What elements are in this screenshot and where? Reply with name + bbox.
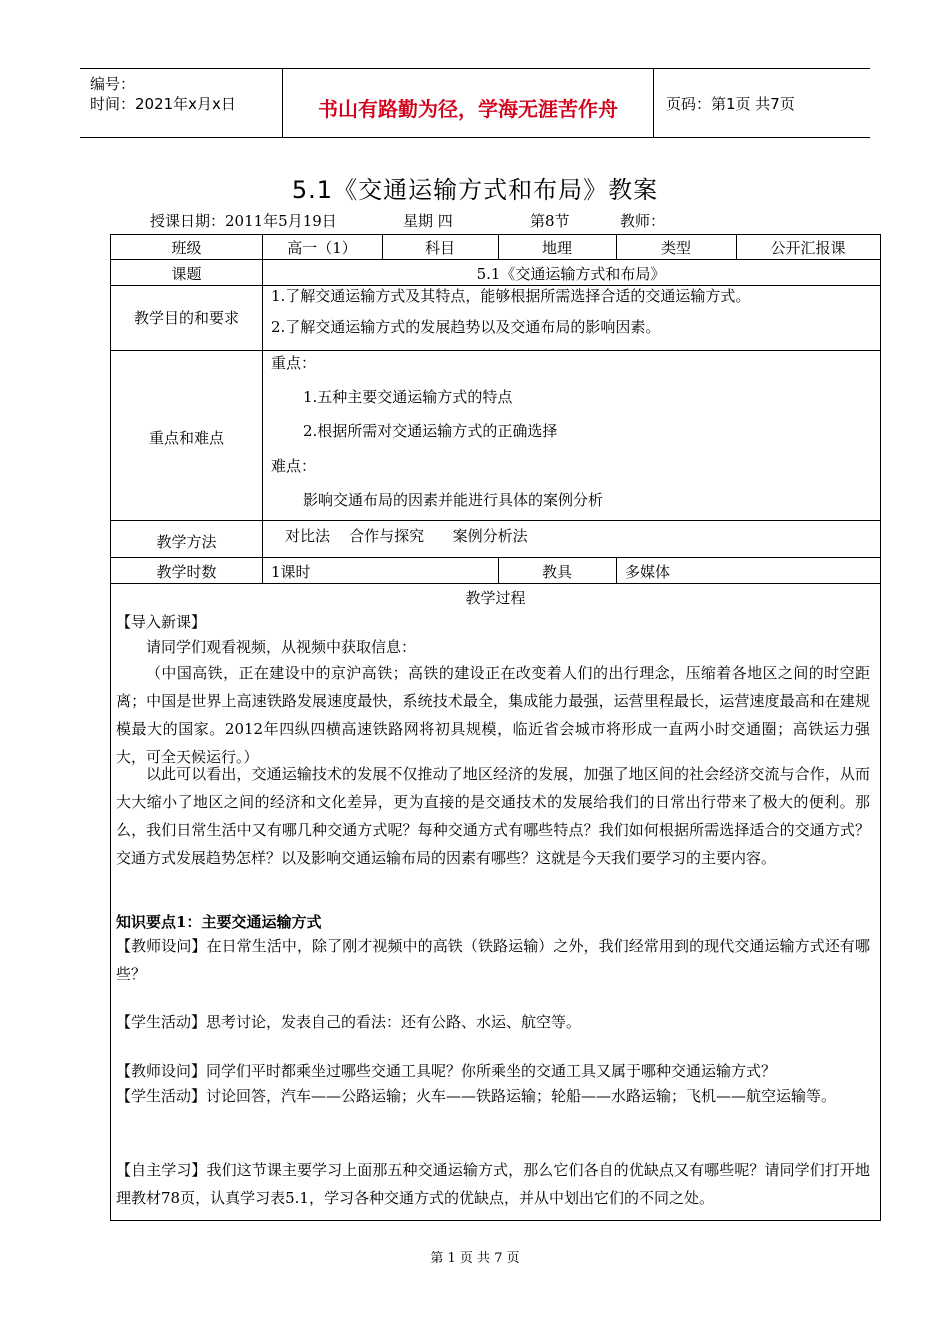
col-divider <box>616 557 617 583</box>
teacher-label: 教师： <box>620 212 666 230</box>
key-heading: 重点： <box>271 354 317 372</box>
page-header <box>80 68 870 138</box>
goal-item: 2.了解交通运输方式的发展趋势以及交通布局的影响因素。 <box>271 318 661 336</box>
row-divider <box>111 557 880 558</box>
difficulty-heading: 难点： <box>271 457 317 475</box>
key-item: 1.五种主要交通运输方式的特点 <box>303 388 513 406</box>
type-label: 类型 <box>660 239 691 257</box>
keypoints-label: 重点和难点 <box>148 429 224 447</box>
tools-value: 多媒体 <box>625 563 671 581</box>
hours-value: 1课时 <box>271 563 311 581</box>
row-divider <box>111 520 880 521</box>
header-motto-cell <box>282 69 654 137</box>
knowledge-point-heading: 知识要点1：主要交通运输方式 <box>116 913 322 931</box>
row-divider <box>111 259 880 260</box>
class-value: 高一（1） <box>287 239 357 257</box>
page-info: 页码：第1页 共7页 <box>666 95 795 113</box>
subject-label: 科目 <box>424 239 455 257</box>
goal-item: 1.了解交通运输方式及其特点，能够根据所需选择合适的交通运输方式。 <box>271 287 751 305</box>
class-label: 班级 <box>171 239 202 257</box>
col-divider <box>262 235 263 583</box>
row-divider <box>111 583 880 584</box>
topic-label: 课题 <box>171 265 202 283</box>
lesson-section: 第8节 <box>530 212 570 230</box>
intro-paragraph: 请同学们观看视频，从视频中获取信息： <box>146 638 417 656</box>
lesson-weekday: 星期 四 <box>403 212 453 230</box>
method-value: 对比法 合作与探究 案例分析法 <box>285 527 528 545</box>
header-left-cell <box>80 69 282 137</box>
student-activity-1: 【学生活动】思考讨论，发表自己的看法：还有公路、水运、航空等。 <box>116 1013 582 1031</box>
time-label: 时间：2021年x月x日 <box>90 95 236 113</box>
row-divider <box>111 350 880 351</box>
process-label: 教学过程 <box>465 589 526 607</box>
intro-heading: 【导入新课】 <box>116 613 207 631</box>
document-title: 5.1《交通运输方式和布局》教案 <box>291 176 659 204</box>
type-value: 公开汇报课 <box>770 239 846 257</box>
teacher-question-1: 【教师设问】在日常生活中，除了刚才视频中的高铁（铁路运输）之外，我们经常用到的现代交通运输方式还有哪些？ <box>116 937 870 983</box>
video-summary-paragraph: （中国高铁，正在建设中的京沪高铁；高铁的建设正在改变着人们的出行理念，压缩着各地区之间的时空距离；中国是世界上高速铁路发展速度最快，系统技术最全，集成能力最强，运营里程最长，运营速度最高和在建规模最大的国家。2012年四纵四横高速铁路网将初具规模，临近省会城市将形成一直两小时交通圈；高铁运力强大，可全天候运行。） <box>116 664 870 766</box>
topic-value: 5.1《交通运输方式和布局》 <box>476 265 666 283</box>
method-label: 教学方法 <box>156 533 217 551</box>
difficulty-item: 影响交通布局的因素并能进行具体的案例分析 <box>303 491 604 509</box>
goals-label: 教学目的和要求 <box>133 309 239 327</box>
key-item: 2.根据所需对交通运输方式的正确选择 <box>303 422 558 440</box>
motto: 书山有路勤为径，学海无涯苦作舟 <box>318 97 618 121</box>
tools-label: 教具 <box>541 563 572 581</box>
student-activity-2: 【学生活动】讨论回答，汽车——公路运输；火车——铁路运输；轮船——水路运输；飞机——航空运输等。 <box>116 1087 837 1105</box>
subject-value: 地理 <box>541 239 572 257</box>
self-study-paragraph: 【自主学习】我们这节课主要学习上面那五种交通运输方式，那么它们各自的优缺点又有哪些呢？请同学们打开地理教材78页，认真学习表5.1，学习各种交通方式的优缺点，并从中划出它们的不同之处。 <box>116 1161 870 1207</box>
hours-label: 教学时数 <box>156 563 217 581</box>
intro-conclusion-paragraph: 以此可以看出，交通运输技术的发展不仅推动了地区经济的发展，加强了地区间的社会经济交流与合作，从而大大缩小了地区之间的经济和文化差异，更为直接的是交通技术的发展给我们的日常出行带来了极大的便利。那么，我们日常生活中又有哪几种交通方式呢？每种交通方式有哪些特点？我们如何根据所需选择适合的交通方式？交通方式发展趋势怎样？以及影响交通运输布局的因素有哪些？这就是今天我们要学习的主要内容。 <box>116 765 870 867</box>
header-right-cell <box>654 69 870 137</box>
lesson-date: 授课日期：2011年5月19日 <box>150 212 337 230</box>
code-label: 编号： <box>90 75 136 93</box>
teacher-question-2: 【教师设问】同学们平时都乘坐过哪些交通工具呢？你所乘坐的交通工具又属于哪种交通运输方式？ <box>116 1062 777 1080</box>
page-footer: 第 1 页 共 7 页 <box>430 1251 520 1266</box>
